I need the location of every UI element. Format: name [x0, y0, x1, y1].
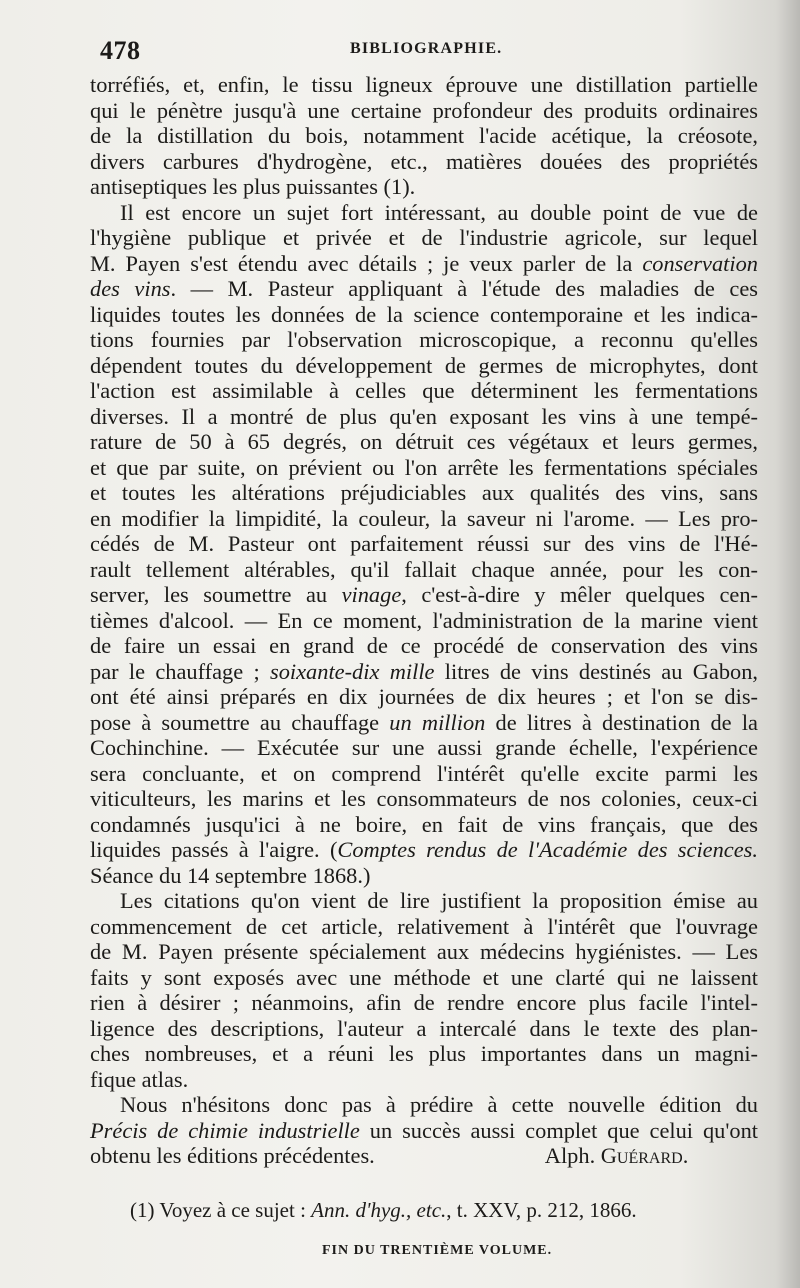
citation-title: Comptes rendus de l'Académie des sciences.: [337, 837, 758, 862]
footnote: [130, 1198, 730, 1223]
text-line: de M. Payen présente spécialement aux médecins hygiénistes. — Les: [90, 939, 758, 964]
text-line: dépendent toutes du développement de germes de microphytes, dont: [90, 352, 758, 378]
text-line: [90, 710, 758, 736]
text-segment: litres de vins destinés au Gabon,: [434, 658, 759, 684]
text-line: tièmes d'alcool. — En ce moment, l'administration de la marine vient: [90, 607, 758, 633]
page-header: [100, 36, 760, 66]
text-line: torréfiés, et, enfin, le tissu ligneux éprouve une distillation partielle: [90, 72, 758, 97]
text-line: ligence des descriptions, l'auteur a intercalé dans le texte des plan-: [90, 1015, 758, 1041]
text-line: divers carbures d'hydrogène, etc., matières douées des propriétés: [90, 148, 758, 174]
italic-term: des vins: [90, 276, 171, 301]
text-line: ches nombreuses, et a réuni les plus importantes dans un magni-: [90, 1041, 758, 1066]
text-line: en modifier la limpidité, la couleur, la saveur ni l'arome. — Les pro-: [90, 505, 758, 531]
text-segment: un succès aussi complet que celui qu'ont: [359, 1117, 758, 1143]
text-line: et que par suite, on prévient ou l'on arrête les fermentations spéciales: [90, 454, 758, 480]
text-line: commencement de cet article, relativement à l'intérêt que l'ouvrage: [90, 913, 758, 939]
text-line: de la distillation du bois, notamment l'acide acétique, la créosote,: [90, 123, 758, 148]
text-line: rault tellement altérables, qu'il fallait chaque année, pour les con-: [90, 556, 758, 582]
footnote-source: Ann. d'hyg., etc.: [311, 1198, 447, 1222]
text-line: Nous n'hésitons donc pas à prédire à cette nouvelle édition du: [120, 1092, 758, 1117]
text-line: liquides toutes les données de la science contemporaine et les indica-: [90, 301, 758, 327]
text-line: condamnés jusqu'ici à ne boire, en fait de vins français, que des: [90, 811, 758, 837]
end-of-volume-marker: FIN DU TRENTIÈME VOLUME.: [322, 1243, 553, 1258]
text-line: [90, 582, 758, 608]
footnote-details: , t. XXV, p. 212, 1866.: [446, 1198, 637, 1222]
text-line: qui le pénètre jusqu'à une certaine profondeur des produits ordinaires: [90, 97, 758, 123]
text-segment: pose à soumettre au chauffage: [90, 709, 390, 735]
text-segment: server, les soumettre au: [90, 582, 342, 607]
article-body: [90, 72, 758, 1169]
text-line: Séance du 14 septembre 1868.): [90, 862, 371, 888]
signature-initial: Alph.: [544, 1143, 601, 1168]
text-line: fique atlas.: [90, 1066, 189, 1092]
text-line: l'action est assimilable à celles que déterminent les fermentations: [90, 378, 758, 403]
text-segment: par le chauffage ;: [90, 658, 270, 684]
text-segment: de litres à destination de la: [485, 709, 758, 735]
italic-term: un million: [389, 709, 486, 735]
text-line: viticulteurs, les marins et les consommateurs de nos colonies, ceux-ci: [90, 786, 758, 811]
text-line: sera concluante, et on comprend l'intérêt qu'elle excite parmi les: [90, 760, 758, 786]
text-segment: M. Payen s'est étendu avec détails ; je veux parler de la: [90, 250, 643, 276]
footnote-marker: (1) Voyez à ce sujet :: [130, 1198, 312, 1222]
text-line: Il est encore un sujet fort intéressant, au double point de vue de: [120, 199, 758, 225]
text-line: et toutes les altérations préjudiciables aux qualités des vins, sans: [90, 480, 758, 505]
text-line: rien à désirer ; néanmoins, afin de rendre encore plus facile l'intel-: [90, 990, 758, 1015]
signature-period: .: [682, 1143, 689, 1168]
text-line: rature de 50 à 65 degrés, on détruit ces végétaux et leurs germes,: [90, 429, 758, 454]
text-line: [90, 1143, 758, 1169]
text-segment: . — M. Pasteur appliquant à l'étude des maladies de ces: [170, 276, 759, 301]
text-segment: , c'est-à-dire y mêler quelques cen-: [401, 582, 758, 607]
text-line: [90, 837, 758, 863]
text-line: cédés de M. Pasteur ont parfaitement réussi sur des vins de l'Hé-: [90, 531, 758, 556]
text-line: l'hygiène publique et privée et de l'industrie agricole, sur lequel: [90, 225, 758, 250]
text-line: ont été ainsi préparés en dix journées de dix heures ; et l'on se dis-: [90, 684, 758, 709]
page-number: 478: [100, 36, 141, 65]
text-line: Cochinchine. — Exécutée sur une aussi grande échelle, l'expérience: [90, 735, 758, 760]
text-line: [90, 1118, 758, 1144]
signature-name: Guérard: [600, 1143, 683, 1168]
text-line: [90, 276, 758, 302]
text-line: [90, 659, 758, 685]
text-line: de faire un essai en grand de ce procédé de conservation des vins: [90, 633, 758, 658]
text-line: [90, 251, 758, 277]
text-segment: obtenu les éditions précédentes.: [90, 1143, 375, 1168]
running-head: BIBLIOGRAPHIE.: [350, 40, 503, 57]
italic-term: vinage: [341, 582, 402, 607]
text-line: diverses. Il a montré de plus qu'en exposant les vins à une tempé-: [90, 403, 758, 429]
text-segment: liquides passés à l'aigre. (: [90, 837, 338, 862]
book-title: Précis de chimie industrielle: [90, 1117, 360, 1143]
text-line: antiseptiques les plus puissantes (1).: [90, 174, 416, 199]
text-line: faits y sont exposés avec une méthode et une clarté qui ne laissent: [90, 964, 758, 990]
italic-term: soixante-dix mille: [269, 658, 435, 684]
text-line: tions fournies par l'observation microscopique, a reconnu qu'elles: [90, 327, 758, 352]
text-line: Les citations qu'on vient de lire justifient la proposition émise au: [120, 888, 758, 913]
italic-term: conservation: [642, 250, 758, 276]
